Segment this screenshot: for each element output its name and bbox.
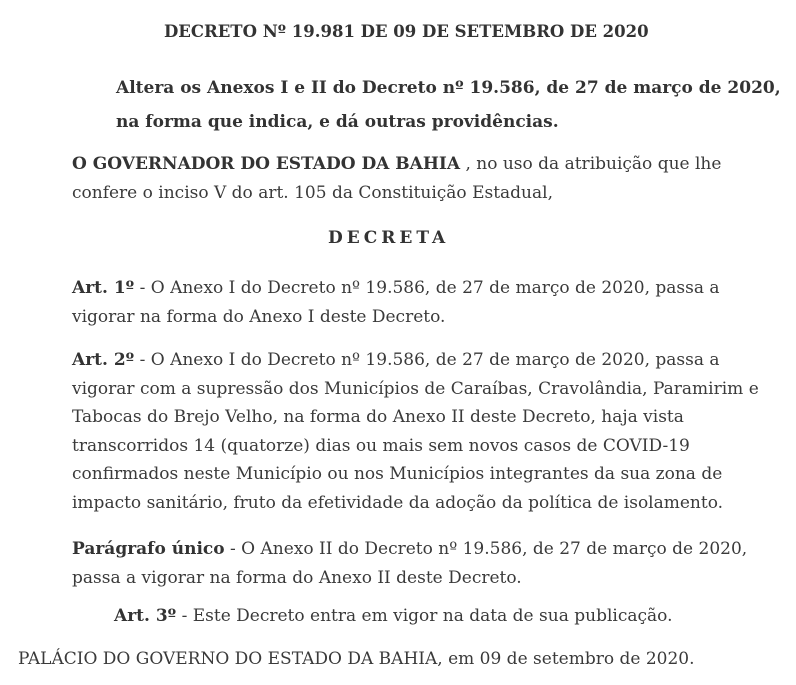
article-2-line: confirmados neste Município ou nos Municípios integrantes da sua zona de (72, 464, 723, 485)
sole-paragraph-line-2: passa a vigorar na forma do Anexo II deste Decreto. (72, 568, 522, 588)
article-2-label: Art. 2º (72, 350, 135, 370)
article-3-text: - Este Decreto entra em vigor na data de sua publicação. (176, 606, 673, 626)
decreta-heading: DECRETA (328, 228, 450, 248)
summary-line-1: Altera os Anexos I e II do Decreto nº 19.586, de 27 de março de 2020, (116, 78, 781, 98)
article-3 (114, 606, 672, 626)
decree-title: DECRETO Nº 19.981 DE 09 DE SETEMBRO DE 2020 (164, 22, 649, 41)
article-2-line: vigorar com a supressão dos Municípios de Caraíbas, Cravolândia, Paramirim e (72, 378, 759, 399)
sole-paragraph-label: Parágrafo único (72, 539, 225, 559)
article-1 (72, 274, 720, 332)
article-1-line-2: vigorar na forma do Anexo I deste Decreto. (72, 307, 446, 327)
article-2-line: impacto sanitário, fruto da efetividade da adoção da política de isolamento. (72, 492, 724, 513)
summary-line-2: na forma que indica, e dá outras providências. (116, 112, 559, 132)
article-1-label: Art. 1º (72, 278, 135, 298)
preamble-line-2: confere o inciso V do art. 105 da Constituição Estadual, (72, 183, 553, 203)
article-1-line-1: - O Anexo I do Decreto nº 19.586, de 27 de março de 2020, passa a (134, 278, 720, 298)
sole-paragraph (72, 535, 747, 593)
article-2-line: transcorridos 14 (quatorze) dias ou mais sem novos casos de COVID-19 (72, 435, 690, 456)
closing-line: PALÁCIO DO GOVERNO DO ESTADO DA BAHIA, em 09 de setembro de 2020. (18, 649, 695, 669)
sole-paragraph-line-1: - O Anexo II do Decreto nº 19.586, de 27 de março de 2020, (224, 539, 748, 559)
article-3-label: Art. 3º (114, 606, 177, 626)
article-2-line: Tabocas do Brejo Velho, na forma do Anexo II deste Decreto, haja vista (72, 407, 684, 428)
governor-title: O GOVERNADOR DO ESTADO DA BAHIA (72, 154, 461, 174)
decree-summary (116, 71, 781, 139)
article-2 (72, 346, 759, 518)
preamble (72, 150, 721, 208)
preamble-line-1: , no uso da atribuição que lhe (460, 154, 722, 174)
article-2-line-1: - O Anexo I do Decreto nº 19.586, de 27 de março de 2020, passa a (134, 350, 720, 370)
